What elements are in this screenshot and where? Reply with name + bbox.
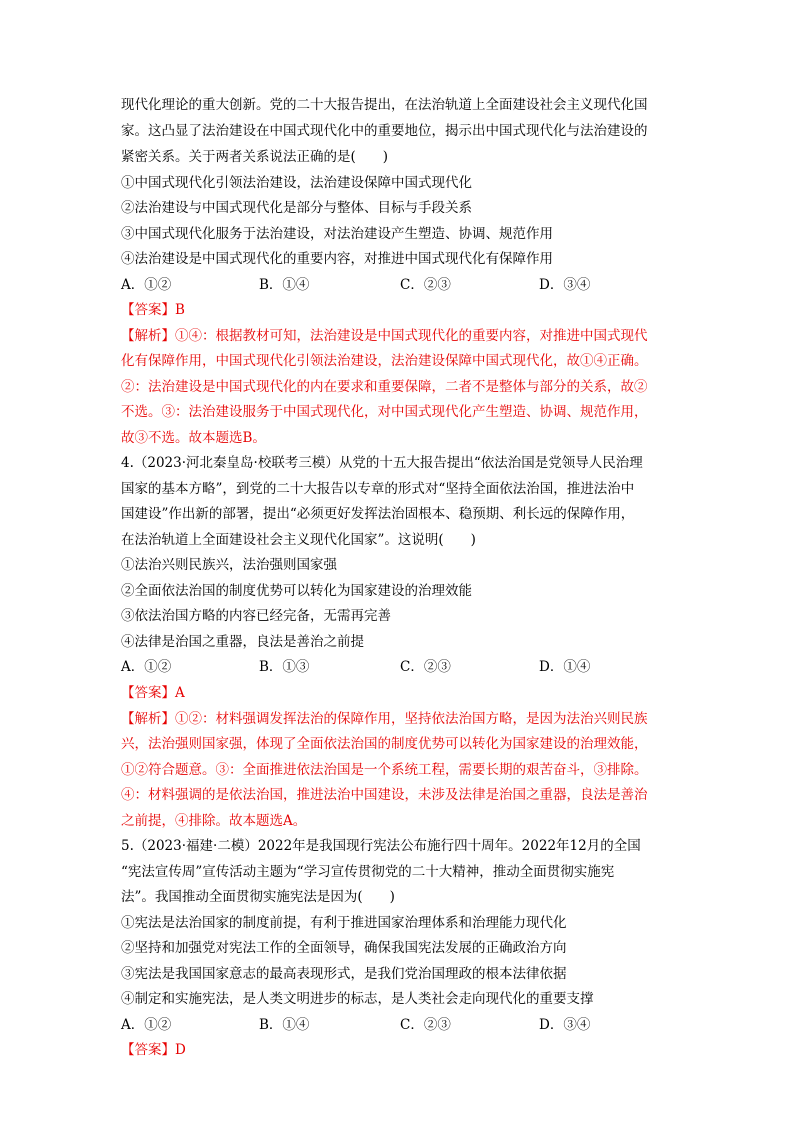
q4-item: ④法律是治国之重器，良法是善治之前提 xyxy=(121,634,364,650)
q4-analysis-line: ①②符合题意。③：全面推进依法治国是一个系统工程，需要长期的艰苦奋斗，③排除。 xyxy=(121,762,648,778)
q5-item: ②坚持和加强党对宪法工作的全面领导，确保我国宪法发展的正确政治方向 xyxy=(121,940,567,956)
option-a: A．①② xyxy=(121,277,172,293)
q3-stem-line: 现代化理论的重大创新。党的二十大报告提出，在法治轨道上全面建设社会主义现代化国 xyxy=(121,97,648,113)
q5-item: ③宪法是我国国家意志的最高表现形式，是我们党治国理政的根本法律依据 xyxy=(121,966,567,982)
q5-item: ①宪法是法治国家的制度前提，有利于推进国家治理体系和治理能力现代化 xyxy=(121,915,567,931)
q3-analysis-line: 【解析】①④：根据教材可知，法治建设是中国式现代化的重要内容，对推进中国式现代 xyxy=(121,328,648,344)
q3-item: ①中国式现代化引领法治建设，法治建设保障中国式现代化 xyxy=(121,175,472,191)
q3-stem-line: 家。这凸显了法治建设在中国式现代化中的重要地位，揭示出中国式现代化与法治建设的 xyxy=(121,123,648,139)
option-a: A．①② xyxy=(121,1017,172,1033)
option-b: B．①④ xyxy=(259,277,310,293)
option-c: C．②③ xyxy=(400,1017,451,1033)
q3-analysis-line: 故③不选。故本题选B。 xyxy=(121,430,266,446)
q5-item: ④制定和实施宪法，是人类文明进步的标志，是人类社会走向现代化的重要支撑 xyxy=(121,991,594,1007)
option-a: A．①② xyxy=(121,659,172,675)
q5-stem-line: “宪法宣传周”宣传活动主题为“学习宣传贯彻党的二十大精神，推动全面贯彻实施宪 xyxy=(121,864,615,880)
q5-answer: 【答案】D xyxy=(121,1042,186,1058)
q3-stem-line: 紧密关系。关于两者关系说法正确的是( ) xyxy=(121,149,389,165)
q4-analysis-line: 【解析】①②：材料强调发挥法治的保障作用，坚持依法治国方略，是因为法治兴则民族 xyxy=(121,711,648,727)
q4-item: ①法治兴则民族兴，法治强则国家强 xyxy=(121,557,337,573)
q5-stem-line: 法”。我国推动全面贯彻实施宪法是因为( ) xyxy=(121,889,395,905)
q5-stem-line: 5.（2023·福建·二模）2022年是我国现行宪法公布施行四十周年。2022年12月的全国 xyxy=(121,838,641,854)
q3-answer: 【答案】B xyxy=(121,302,185,318)
q4-analysis-line: 之前提，④排除。故本题选A。 xyxy=(121,813,307,829)
option-c: C．②③ xyxy=(400,277,451,293)
q4-stem-line: 国家的基本方略”，到党的二十大报告以专章的形式对“坚持全面依法治国，推进法治中 xyxy=(121,481,635,497)
option-d: D．③④ xyxy=(539,1017,591,1033)
q4-analysis-line: ④：材料强调的是依法治国，推进法治中国建设，未涉及法律是治国之重器，良法是善治 xyxy=(121,787,648,803)
q4-analysis-line: 兴，法治强则国家强，体现了全面依法治国的制度优势可以转化为国家建设的治理效能， xyxy=(121,736,648,752)
q4-answer: 【答案】A xyxy=(121,685,185,701)
option-d: D．①④ xyxy=(539,659,591,675)
q4-stem-line: 国建设”作出新的部署，提出“必须更好发挥法治固根本、稳预期、利长远的保障作用， xyxy=(121,506,635,522)
q3-item: ②法治建设与中国式现代化是部分与整体、目标与手段关系 xyxy=(121,200,472,216)
q4-stem-line: 4.（2023·河北秦皇岛·校联考三模）从党的十五大报告提出“依法治国是党领导人民治理 xyxy=(121,455,643,471)
option-c: C．②③ xyxy=(400,659,451,675)
q4-item: ③依法治国方略的内容已经完备，无需再完善 xyxy=(121,608,391,624)
q3-analysis-line: 不选。③：法治建设服务于中国式现代化，对中国式现代化产生塑造、协调、规范作用， xyxy=(121,404,648,420)
q3-analysis-line: ②：法治建设是中国式现代化的内在要求和重要保障，二者不是整体与部分的关系，故② xyxy=(121,379,648,395)
q3-item: ④法治建设是中国式现代化的重要内容，对推进中国式现代化有保障作用 xyxy=(121,251,553,267)
q4-stem-line: 在法治轨道上全面建设社会主义现代化国家”。这说明( ) xyxy=(121,532,476,548)
option-b: B．①③ xyxy=(259,659,310,675)
option-d: D．③④ xyxy=(539,277,591,293)
q4-item: ②全面依法治国的制度优势可以转化为国家建设的治理效能 xyxy=(121,583,472,599)
option-b: B．①④ xyxy=(259,1017,310,1033)
q3-item: ③中国式现代化服务于法治建设，对法治建设产生塑造、协调、规范作用 xyxy=(121,226,553,242)
q3-options xyxy=(121,275,681,295)
q4-options xyxy=(121,657,681,677)
q3-analysis-line: 化有保障作用，中国式现代化引领法治建设，法治建设保障中国式现代化，故①④正确。 xyxy=(121,353,648,369)
q5-options xyxy=(121,1015,681,1035)
